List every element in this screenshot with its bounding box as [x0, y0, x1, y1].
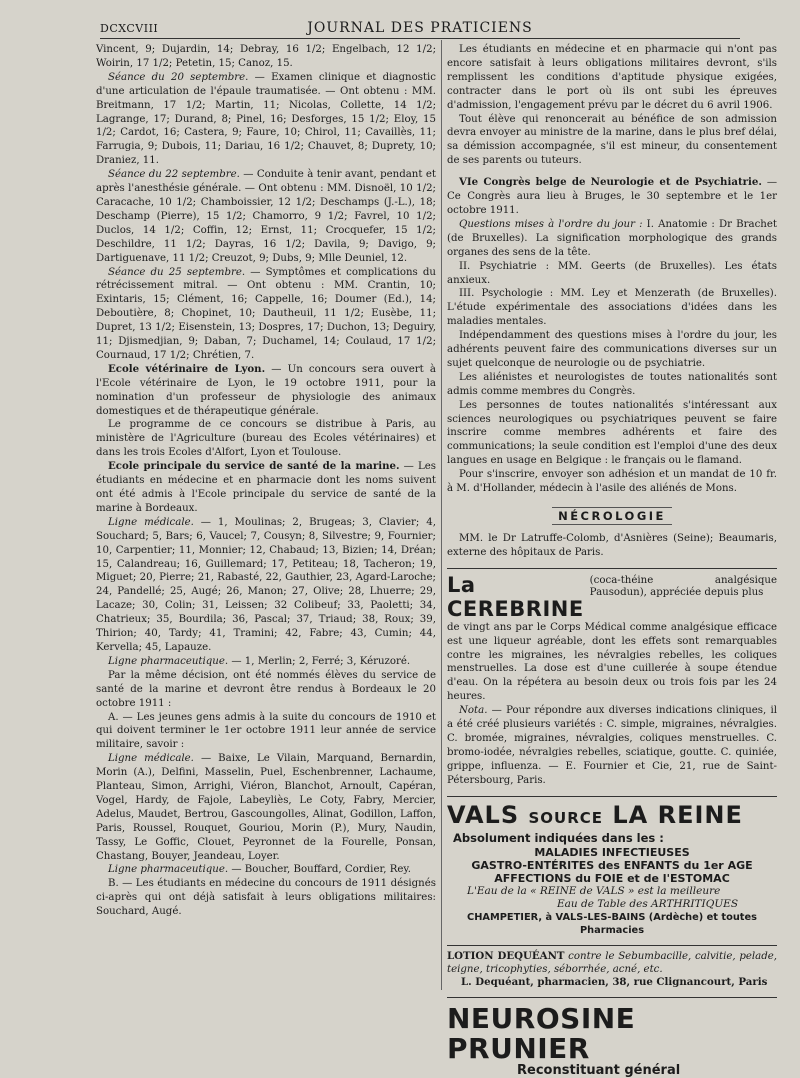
paragraph: Indépendamment des questions mises à l'ordre du jour, les adhérents peuvent faire des communications diverses sur un sujet quelconque de neurologie ou de psychiatrie. — [447, 330, 777, 369]
paragraph — [96, 655, 436, 669]
paragraph-text: — Baixe, Le Vilain, Marquand, Bernardin, Morin (A.), Delfini, Masselin, Puel, Eschenbrenner, Lachaume, Planteau, Simon, Arrighi, Viéron, Blanchot, Arnoult, Capéran, Vogel, Hardy, de Fajole, Labeyliès, Le Coty, Fabry, Mercier, Adelus, Maudet, Bertrou, Gascoungolles, Alinat, Godillon, Laffon, Paris, Roussel, Rouquet, Gouriou, Morin (P.), Mury, Naudin, Tassy, Le Goffic, Clouet, Peyronnet de la Fourelle, Ponsan, Chastang, Bouyer, Jeandeau, Loyer. — [96, 753, 437, 862]
ad-rule — [447, 945, 777, 946]
paragraph: B. — Les étudiants en médecine du concours de 1911 désignés ci-après qui ont déjà satisfait à leurs obligations militaires: Souchard, Augé. — [96, 878, 436, 918]
vals-line: Eau de Table des ARTHRITIQUES — [557, 897, 739, 910]
section-heading: Ecole vétérinaire de Lyon. — [108, 362, 266, 375]
list-label: Ligne médicale. — [108, 753, 194, 765]
running-header — [100, 22, 740, 39]
cerebrine-body: de vingt ans par le Corps Médical comme analgésique efficace est une liqueur agréable, dont les effets sont remarquables contre les migraines, les névralgies rebelles, les coliques menstruelles. La dose est d'une cuillerée à soupe étendue d'eau. On la répétera au besoin deux ou trois fois par les 24 heures. — [447, 621, 777, 703]
paragraph: II. Psychiatrie : MM. Geerts (de Bruxelles). Les états anxieux. — [447, 260, 777, 286]
paragraph — [96, 168, 436, 265]
paragraph: Vincent, 9; Dujardin, 14; Debray, 16 1/2; Engelbach, 12 1/2; Woirin, 17 1/2; Petetin, 15; Canoz, 15. — [96, 44, 436, 69]
journal-title: JOURNAL DES PRATICIENS — [307, 20, 533, 36]
cerebrine-subtitle: (coca-théine analgésique Pausodun), appréciée depuis plus — [589, 574, 777, 598]
paragraph: Les étudiants en médecine et en pharmacie qui n'ont pas encore satisfait à leurs obligations militaires devront, s'ils remplissent les conditions d'aptitude physique exigées, contracter dans le port où ils ont subi les épreuves d'admission, l'engagement prévu par le décret du 6 avril 1906. — [447, 44, 777, 111]
lotion-body: contre le Sebumbacille, calvitie, pelade, teigne, tricophyties, séborrhée, acné, etc. — [447, 950, 777, 975]
paragraph-text: — Boucher, Bouffard, Cordier, Rey. — [228, 864, 412, 876]
session-label: Séance du 25 septembre. — [108, 266, 246, 278]
list-label: Ligne pharmaceutique. — [108, 864, 229, 876]
lotion-brand: LOTION DEQUÉANT — [447, 949, 565, 962]
paragraph: A. — Les jeunes gens admis à la suite du concours de 1910 et qui doivent terminer le 1er octobre 1911 leur année de service militaire, savoir : — [96, 711, 436, 751]
paragraph-text: — Ce Congrès aura lieu à Bruges, le 30 septembre et le 1er octobre 1911. — [447, 177, 778, 216]
column-divider — [441, 40, 442, 990]
cerebrine-nota — [447, 704, 777, 787]
cerebrine-header — [447, 573, 777, 621]
vals-line: MALADIES INFECTIEUSES — [534, 845, 690, 859]
paragraph-text: I. Anatomie : Dr Brachet (de Bruxelles). La signification morphologique des grands organes des sens de la tête. — [447, 218, 777, 258]
ad-rule — [447, 796, 777, 797]
vals-line: Absolument indiquées dans les : — [453, 830, 664, 845]
vals-line: L'Eau de la « REINE de VALS » est la meilleure — [467, 884, 721, 897]
list-label: Questions mises à l'ordre du jour : — [459, 218, 643, 230]
lotion-ad — [447, 950, 777, 989]
vals-line: GASTRO-ENTÉRITES des ENFANTS du 1er AGE — [471, 858, 753, 872]
ad-rule — [447, 997, 777, 998]
ad-rule — [447, 568, 777, 569]
paragraph — [96, 752, 436, 863]
paragraph — [447, 176, 777, 218]
left-column — [96, 43, 436, 919]
vals-line: AFFECTIONS du FOIE et de l'ESTOMAC — [494, 871, 730, 885]
vals-brand-word: VALS — [447, 800, 520, 829]
nota-label: Nota. — [459, 705, 488, 717]
cerebrine-ad — [447, 573, 777, 788]
paragraph: Le programme de ce concours se distribue à Paris, au ministère de l'Agriculture (bureau des Ecoles vétérinaires) et dans les trois Ecoles d'Alfort, Lyon et Toulouse. — [96, 419, 436, 459]
paragraph: Les aliénistes et neurologistes de toutes nationalités sont admis comme membres du Congrès. — [447, 371, 777, 397]
paragraph — [96, 71, 436, 168]
paragraph — [96, 363, 436, 419]
nota-text: — Pour répondre aux diverses indications cliniques, il a été créé plusieurs variétés : C. simple, migraines, névralgies. C. bromée, migraines, névralgies, coliques menstruelles. C. bromo-iodée, névralgies rebelles, sciatique, goutte. C. quiniée, grippe, influenza. — E. Fournier et Cie, 21, rue de Saint-Pétersbourg, Paris. — [447, 705, 777, 786]
page-number: DCXCVIII — [100, 22, 159, 35]
vals-brand-reine: LA REINE — [612, 800, 743, 829]
section-heading: VIe Congrès belge de Neurologie et de Psychiatrie. — [459, 176, 762, 189]
paragraph-text: — 1, Merlin; 2, Ferré; 3, Kéruzoré. — [228, 655, 411, 667]
neurosine-subtitle: Reconstituant général — [517, 1062, 681, 1078]
paragraph — [447, 218, 777, 260]
lotion-line — [447, 950, 777, 976]
paragraph-text: — Examen clinique et diagnostic d'une articulation de l'épaule traumatisée. — Ont obtenu : MM. Breitmann, 17 1/2; Martin, 11; Nicolas, Collette, 14 1/2; Lagrange, 17; Durand, 8; Pinel, 16; Desforges, 15 1/2; Eloy, 15 1/2; Cardot, 16; Castera, 9; Faure, 10; Chirol, 11; Cavaillès, 11; Farrugia, 9; Dubois, 11; Dariau, 16 1/2; Chauvet, 8; Duprety, 10; Draniez, 11. — [96, 71, 436, 167]
session-label: Séance du 20 septembre. — [108, 71, 249, 83]
cerebrine-brand: La CEREBRINE — [447, 572, 584, 621]
list-label: Ligne médicale. — [108, 516, 194, 528]
paragraph-text: — Symptômes et complications du rétrécissement mitral. — Ont obtenu : MM. Crantin, 10; Exintaris, 15; Clément, 16; Cappelle, 16; Doumer (Ed.), 14; Deboutière, 8; Chopinet, 10; Dautheuil, 11 1/2; Eusèbe, 11; Dupret, 13 1/2; Eisenstein, 13; Dospres, 17; Duchon, 13; Deguiry, 11; Djismedjian, 9; Daban, 7; Duchamel, 14; Coulaud, 17 1/2; Cournaud, 17 1/2; Chrétien, 7. — [96, 266, 436, 361]
paragraph-text: — Les étudiants en médecine et en pharmacie dont les noms suivent ont été admis à l'Ecole principale du service de santé de la marine à Bordeaux. — [96, 461, 436, 514]
paragraph — [96, 266, 436, 363]
paragraph: Les personnes de toutes nationalités s'intéressant aux sciences neurologiques ou psychiatriques peuvent se faire inscrire comme membres adhérents et faire des communications; la seule condition est l'emploi d'une des deux langues en usage en Belgique : le français ou le flamand. — [447, 399, 777, 467]
vals-brand — [447, 801, 777, 832]
paragraph-text: — 1, Moulinas; 2, Brugeas; 3, Clavier; 4, Souchard; 5, Bars; 6, Vaucel; 7, Cousyn; 8, Silvestre; 9, Fournier; 10, Carpentier; 11, Monnier; 12, Chabaud; 13, Bizien; 14, Dréan; 15, Calandreau; 16, Guillemard; 17, Petiteau; 18, Tacheron; 19, Miguet; 20, Pierre; 21, Rabasté, 22, Gauthier, 23, Agard-Laroche; 24, Pandellé; 25, Augé; 26, Manon; 27, Olive; 28, Lhuerre; 29, Lacaze; 30, Colin; 31, Leissen; 32 Colibeuf; 33, Paoletti; 34, Chatrieux; 35, Bourdila; 36, Pascal; 37, Triaud; 38, Roux; 39, Thirion; 40, Tardy; 41, Tramini; 42, Fabre; 43, Cumin; 44, Kervella; 45, Lapauze. — [96, 516, 436, 653]
neurosine-brand: NEUROSINE PRUNIER — [447, 1001, 636, 1065]
lotion-address: L. Dequéant, pharmacien, 38, rue Clignancourt, Paris — [461, 975, 768, 988]
neurosine-ad — [447, 1001, 777, 1078]
right-column — [447, 43, 777, 1077]
paragraph — [96, 516, 436, 655]
session-label: Séance du 22 septembre. — [108, 169, 240, 181]
paragraph-text: — Conduite à tenir avant, pendant et après l'anesthésie générale. — Ont obtenu : MM. Disnoël, 10 1/2; Caracache, 10 1/2; Chamboissier, 12 1/2; Deschamps (J.-L.), 18; Deschamp (Pierre), 15 1/2; Chamorro, 9 1/2; Favrel, 10 1/2; Duclos, 14 1/2; Coffin, 12; Ernst, 11; Crocquefer, 15 1/2; Deschildre, 11 1/2; Dayras, 16 1/2; Davila, 9; Davigo, 9; Dartiguenave, 11 1/2; Creuzot, 9; Dubs, 9; Mlle Deuniel, 12. — [96, 169, 436, 264]
vals-brand-source: SOURCE — [528, 808, 604, 827]
paragraph — [96, 460, 436, 516]
paragraph: Tout élève qui renoncerait au bénéfice de son admission devra envoyer au ministre de la marine, dans le plus bref délai, sa démission accompagnée, s'il est mineur, du consentement de ses parents ou tuteurs. — [447, 113, 777, 167]
paragraph — [96, 863, 436, 877]
list-label: Ligne pharmaceutique. — [108, 655, 229, 667]
vals-ad — [447, 801, 777, 937]
paragraph: MM. le Dr Latruffe-Colomb, d'Asnières (Seine); Beaumaris, externe des hôpitaux de Paris. — [447, 532, 777, 558]
section-heading: Ecole principale du service de santé de la marine. — [108, 460, 400, 473]
necrology-title-text: NÉCROLOGIE — [552, 507, 672, 525]
vals-line: CHAMPETIER, à VALS-LES-BAINS (Ardèche) et toutes Pharmacies — [467, 911, 757, 936]
necrology-heading — [447, 510, 777, 524]
paragraph-text: — Un concours sera ouvert à l'Ecole vétérinaire de Lyon, le 19 octobre 1911, pour la nomination d'un professeur de physiologie des animaux domestiques et de thérapeutique générale. — [96, 363, 436, 417]
paragraph: Pour s'inscrire, envoyer son adhésion et un mandat de 10 fr. à M. d'Hollander, médecin à l'asile des aliénés de Mons. — [447, 469, 777, 495]
paragraph: Par la même décision, ont été nommés élèves du service de santé de la marine et devront être rendus à Bordeaux le 20 octobre 1911 : — [96, 669, 436, 709]
paragraph: III. Psychologie : MM. Ley et Menzerath (de Bruxelles). L'étude expérimentale des associations d'idées dans les maladies mentales. — [447, 288, 777, 328]
